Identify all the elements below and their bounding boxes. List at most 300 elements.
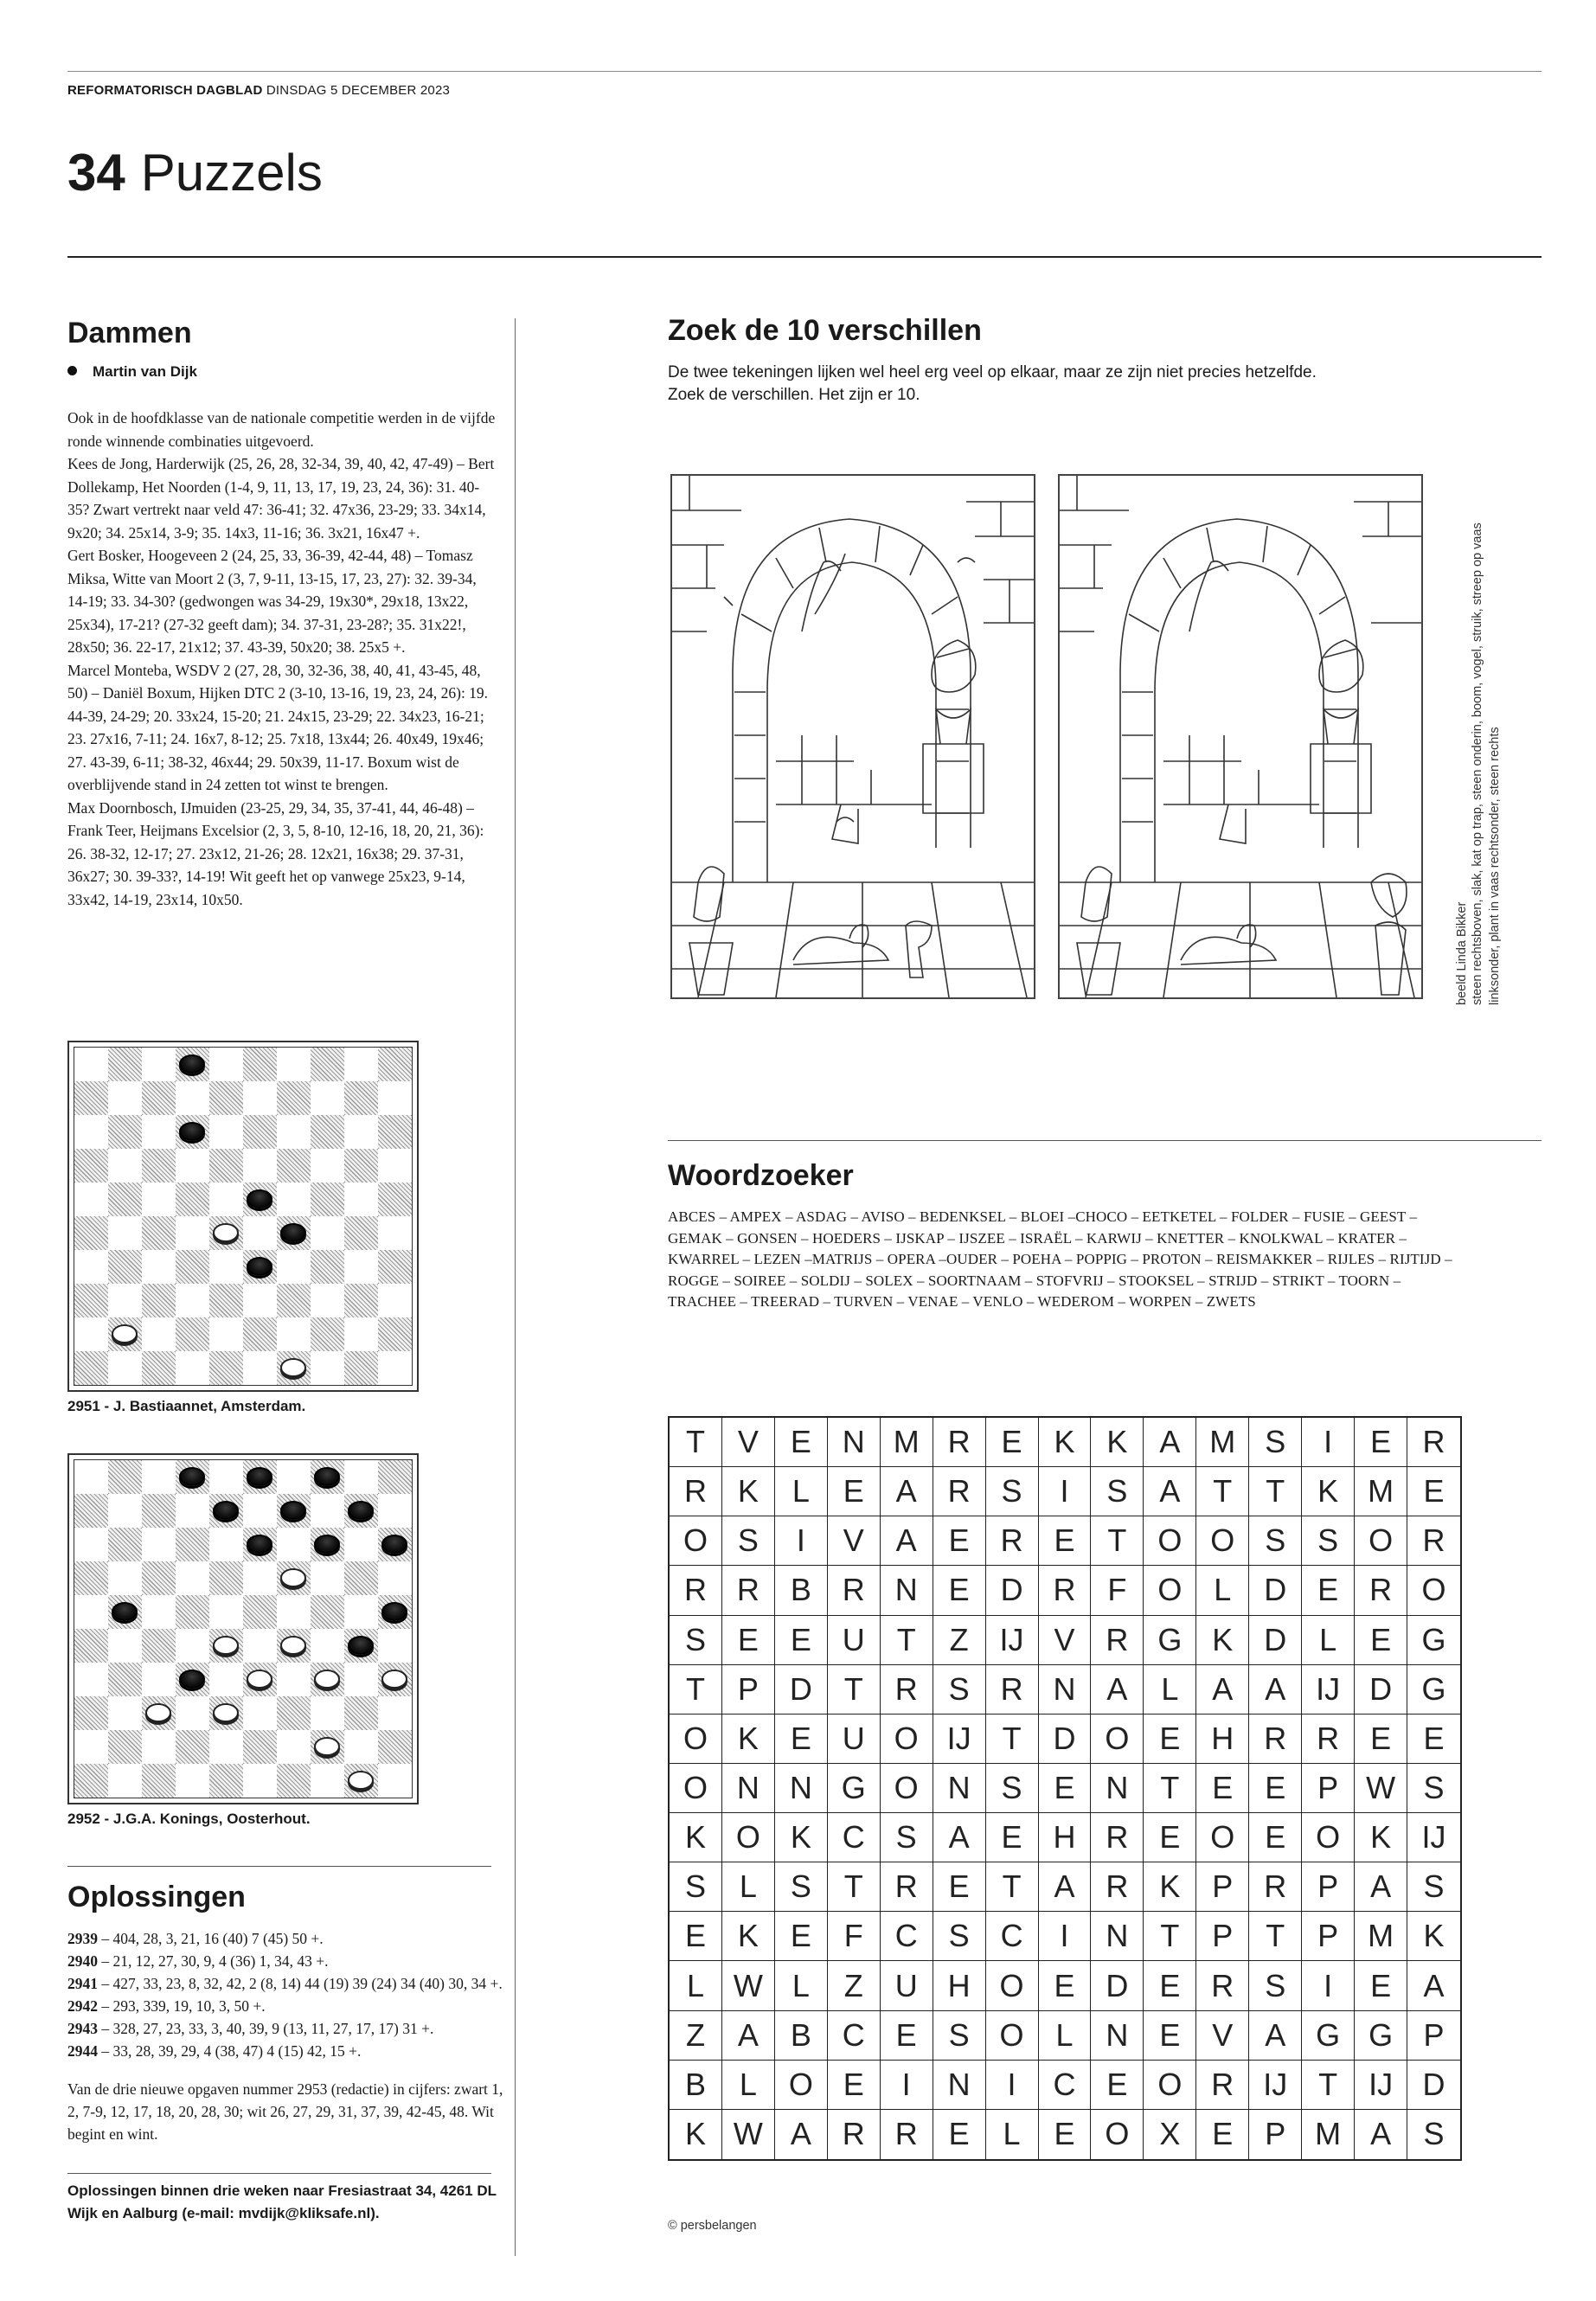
grid-cell: P xyxy=(1302,1862,1355,1912)
grid-cell: S xyxy=(670,1616,722,1665)
grid-cell: I xyxy=(986,2061,1039,2110)
grid-cell: L xyxy=(1196,1566,1249,1615)
dark-square xyxy=(176,1663,209,1696)
grid-cell: E xyxy=(1196,2110,1249,2159)
dark-square xyxy=(74,1081,108,1115)
light-square xyxy=(243,1764,277,1798)
grid-cell: R xyxy=(1091,1813,1144,1862)
grid-cell: K xyxy=(1091,1418,1144,1467)
dark-square xyxy=(209,1081,243,1115)
oplossingen-title: Oplossingen xyxy=(67,1881,246,1913)
white-piece xyxy=(348,1771,374,1790)
light-square xyxy=(108,1284,142,1317)
dark-square xyxy=(311,1115,344,1149)
grid-cell: A xyxy=(775,2110,828,2159)
grid-cell: O xyxy=(1091,1715,1144,1764)
draughts-board-2952 xyxy=(67,1453,419,1804)
dark-square xyxy=(108,1183,142,1216)
light-square xyxy=(378,1764,412,1798)
grid-cell: T xyxy=(670,1665,722,1715)
light-square xyxy=(108,1764,142,1798)
grid-cell: G xyxy=(1302,2011,1355,2061)
grid-cell: E xyxy=(775,1418,828,1467)
light-square xyxy=(277,1595,311,1629)
grid-cell: E xyxy=(1249,1764,1302,1813)
grid-cell: K xyxy=(775,1813,828,1862)
grid-cell: S xyxy=(1302,1516,1355,1566)
white-piece xyxy=(314,1670,340,1689)
light-square xyxy=(243,1351,277,1385)
solution-number: 2939 xyxy=(67,1930,98,1947)
dark-square xyxy=(74,1629,108,1663)
grid-cell: O xyxy=(670,1516,722,1566)
light-square xyxy=(142,1460,176,1494)
grid-cell: L xyxy=(1302,1616,1355,1665)
grid-cell: M xyxy=(1302,2110,1355,2159)
grid-cell: P xyxy=(1249,2110,1302,2159)
grid-cell: C xyxy=(986,1912,1039,1961)
grid-cell: E xyxy=(1355,1961,1407,2010)
light-square xyxy=(74,1663,108,1696)
light-square xyxy=(108,1081,142,1115)
light-square xyxy=(209,1317,243,1351)
dark-square xyxy=(74,1216,108,1250)
dark-square xyxy=(209,1561,243,1595)
light-square xyxy=(344,1663,378,1696)
grid-cell: R xyxy=(933,1418,986,1467)
grid-cell: R xyxy=(1196,2061,1249,2110)
black-piece xyxy=(348,1501,374,1520)
light-square xyxy=(277,1317,311,1351)
grid-cell: P xyxy=(1302,1764,1355,1813)
grid-cell: N xyxy=(828,1418,881,1467)
dark-square xyxy=(209,1351,243,1385)
grid-cell: E xyxy=(933,1862,986,1912)
dark-square xyxy=(277,1561,311,1595)
grid-cell: L xyxy=(775,1467,828,1516)
grid-cell: A xyxy=(1249,1665,1302,1715)
grid-cell: IJ xyxy=(986,1616,1039,1665)
grid-cell: S xyxy=(986,1467,1039,1516)
dark-square xyxy=(142,1696,176,1730)
grid-cell: T xyxy=(670,1418,722,1467)
light-square xyxy=(378,1216,412,1250)
grid-cell: A xyxy=(1249,2011,1302,2061)
grid-cell: S xyxy=(933,2011,986,2061)
dark-square xyxy=(209,1494,243,1528)
dark-square xyxy=(243,1730,277,1764)
grid-cell: M xyxy=(881,1418,933,1467)
dark-square xyxy=(209,1696,243,1730)
grid-cell: R xyxy=(881,1862,933,1912)
light-square xyxy=(74,1115,108,1149)
black-piece xyxy=(179,1670,205,1689)
grid-cell: V xyxy=(1039,1616,1092,1665)
grid-cell: N xyxy=(1091,1764,1144,1813)
grid-cell: T xyxy=(1302,2061,1355,2110)
grid-cell: R xyxy=(986,1516,1039,1566)
dark-square xyxy=(108,1115,142,1149)
grid-cell: E xyxy=(1355,1616,1407,1665)
light-square xyxy=(74,1595,108,1629)
black-piece xyxy=(348,1636,374,1655)
grid-cell: E xyxy=(1144,2011,1196,2061)
dark-square xyxy=(209,1149,243,1183)
section-name: Puzzels xyxy=(140,144,323,202)
grid-cell: B xyxy=(775,2011,828,2061)
grid-cell: T xyxy=(1249,1912,1302,1961)
dark-square xyxy=(344,1561,378,1595)
light-square xyxy=(74,1730,108,1764)
dark-square xyxy=(277,1081,311,1115)
grid-cell: I xyxy=(1302,1418,1355,1467)
grid-cell: R xyxy=(1196,1961,1249,2010)
light-square xyxy=(311,1629,344,1663)
solution-moves: – 21, 12, 27, 30, 9, 4 (36) 1, 34, 43 +. xyxy=(98,1952,329,1970)
dark-square xyxy=(311,1317,344,1351)
grid-cell: F xyxy=(1091,1566,1144,1615)
dark-square xyxy=(176,1460,209,1494)
new-problem-text: Van de drie nieuwe opgaven nummer 2953 (redactie) in cijfers: zwart 1, 2, 7-9, 12, 17, 18, 20, 28, 30; wit 26, 27, 29, 31, 37, 39, 42-45, 48. Wit begint en wint. xyxy=(67,2080,503,2143)
grid-cell: S xyxy=(1249,1418,1302,1467)
solution-number: 2943 xyxy=(67,2020,98,2037)
paper-name: REFORMATORISCH DAGBLAD xyxy=(67,83,263,98)
light-square xyxy=(311,1696,344,1730)
grid-cell: S xyxy=(1423,2116,1445,2152)
grid-cell: B xyxy=(775,1566,828,1615)
light-square xyxy=(277,1663,311,1696)
grid-cell: A xyxy=(722,2011,775,2061)
dark-square xyxy=(243,1183,277,1216)
grid-cell: E xyxy=(1407,1467,1460,1516)
grid-cell: D xyxy=(1249,1566,1302,1615)
grid-cell: O xyxy=(1196,1813,1249,1862)
dark-square xyxy=(277,1284,311,1317)
grid-cell: E xyxy=(670,1912,722,1961)
dark-square xyxy=(142,1149,176,1183)
grid-cell: IJ xyxy=(1249,2061,1302,2110)
light-square xyxy=(142,1663,176,1696)
grid-cell: O xyxy=(986,2011,1039,2061)
grid-cell: A xyxy=(881,1467,933,1516)
grid-cell: K xyxy=(1196,1616,1249,1665)
differences-answers-2: linksonder, plant in vaas rechtsonder, steen rechts xyxy=(1488,727,1502,1005)
light-square xyxy=(311,1764,344,1798)
grid-cell: E xyxy=(775,1616,828,1665)
black-piece xyxy=(314,1535,340,1554)
grid-cell: Z xyxy=(933,1616,986,1665)
dark-square xyxy=(243,1317,277,1351)
grid-cell: A xyxy=(1196,1665,1249,1715)
grid-cell: L xyxy=(986,2110,1039,2159)
grid-cell: A xyxy=(1407,1961,1460,2010)
grid-cell: E xyxy=(1407,1715,1460,1764)
light-square xyxy=(243,1216,277,1250)
solution-moves: – 427, 33, 23, 8, 32, 42, 2 (8, 14) 44 (19) 39 (24) 34 (40) 30, 34 +. xyxy=(98,1975,503,1992)
grid-cell: K xyxy=(1355,1813,1407,1862)
dark-square xyxy=(176,1115,209,1149)
dark-square xyxy=(142,1494,176,1528)
light-square xyxy=(209,1528,243,1561)
light-square xyxy=(311,1149,344,1183)
grid-cell: R xyxy=(1091,1862,1144,1912)
grid-cell: E xyxy=(933,2110,986,2159)
grid-cell: E xyxy=(1355,1418,1407,1467)
grid-cell: C xyxy=(1039,2061,1092,2110)
light-square xyxy=(142,1115,176,1149)
grid-cell: T xyxy=(1144,1912,1196,1961)
light-square xyxy=(243,1284,277,1317)
grid-cell: M xyxy=(1355,1912,1407,1961)
dark-square xyxy=(74,1696,108,1730)
grid-cell: A xyxy=(1144,1467,1196,1516)
grid-cell: O xyxy=(881,1715,933,1764)
white-piece xyxy=(381,1670,407,1689)
grid-cell: IJ xyxy=(1355,2061,1407,2110)
grid-cell: K xyxy=(1144,1862,1196,1912)
grid-cell: P xyxy=(722,1665,775,1715)
grid-cell: D xyxy=(775,1665,828,1715)
dark-square xyxy=(74,1561,108,1595)
grid-cell: W xyxy=(722,1961,775,2010)
grid-cell: G xyxy=(1407,1665,1460,1715)
dark-square xyxy=(74,1764,108,1798)
grid-cell: D xyxy=(986,1566,1039,1615)
grid-cell: S xyxy=(670,1862,722,1912)
grid-cell: R xyxy=(881,2110,933,2159)
grid-cell: E xyxy=(1355,1715,1407,1764)
light-square xyxy=(344,1115,378,1149)
grid-cell: E xyxy=(881,2011,933,2061)
light-square xyxy=(142,1048,176,1081)
white-piece xyxy=(213,1223,239,1242)
grid-cell: U xyxy=(881,1961,933,2010)
grid-cell: N xyxy=(1091,2011,1144,2061)
grid-cell: O xyxy=(1091,2110,1144,2159)
grid-cell: S xyxy=(881,1813,933,1862)
dark-square xyxy=(277,1216,311,1250)
light-square xyxy=(176,1284,209,1317)
dark-square xyxy=(311,1460,344,1494)
dark-square xyxy=(176,1528,209,1561)
light-square xyxy=(344,1250,378,1284)
grid-cell: T xyxy=(986,1715,1039,1764)
light-square xyxy=(142,1528,176,1561)
light-square xyxy=(311,1494,344,1528)
grid-cell: O xyxy=(775,2061,828,2110)
dark-square xyxy=(378,1528,412,1561)
dark-square xyxy=(142,1081,176,1115)
dark-square xyxy=(344,1149,378,1183)
grid-cell: N xyxy=(1091,1912,1144,1961)
dark-square xyxy=(108,1048,142,1081)
dark-square xyxy=(74,1149,108,1183)
dark-square xyxy=(108,1460,142,1494)
dark-square xyxy=(142,1629,176,1663)
dark-square xyxy=(344,1696,378,1730)
white-piece xyxy=(247,1670,272,1689)
archway-drawing-icon xyxy=(1060,476,1421,997)
dark-square xyxy=(108,1250,142,1284)
dark-square xyxy=(142,1561,176,1595)
dark-square xyxy=(311,1595,344,1629)
light-square xyxy=(142,1317,176,1351)
light-square xyxy=(176,1081,209,1115)
light-square xyxy=(277,1183,311,1216)
dark-square xyxy=(108,1317,142,1351)
grid-cell: A xyxy=(1355,1862,1407,1912)
grid-cell: R xyxy=(1091,1616,1144,1665)
dark-square xyxy=(378,1250,412,1284)
grid-cell: O xyxy=(1407,1566,1460,1615)
light-square xyxy=(378,1081,412,1115)
grid-cell: T xyxy=(1091,1516,1144,1566)
solution-line xyxy=(67,2017,504,2040)
dark-square xyxy=(243,1528,277,1561)
dark-square xyxy=(311,1250,344,1284)
dark-square xyxy=(142,1764,176,1798)
dark-square xyxy=(344,1764,378,1798)
grid-cell: E xyxy=(775,1912,828,1961)
black-piece xyxy=(112,1602,138,1621)
light-square xyxy=(378,1494,412,1528)
dammen-article: Ook in de hoofdklasse van de nationale competitie werden in de vijfde ronde winnende combinaties uitgevoerd. Kees de Jong, Harderwijk (25, 26, 28, 32-34, 39, 40, 42, 47-49) – Bert Dollekamp, Het Noorden (1-4, 9, 11, 13, 17, 19, 23, 24, 36): 31. 40-35? Zwart vertrekt naar veld 47: 36-41; 32. 47x36, 23-29; 33. 34x14, 9x20; 34. 25x14, 3-9; 35. 14x3, 11-16; 36. 3x21, 16x47 +. Gert Bosker, Hoogeveen 2 (24, 25, 33, 36-39, 42-44, 48) – Tomasz Miksa, Witte van Moort 2 (3, 7, 9-11, 13-15, 17, 23, 27): 32. 39-34, 14-19; 33. 34-30? (gedwongen was 34-29, 19x30*, 29x18, 13x22, 25x34), 17-21? (27-32 geeft dam); 34. 37-31, 23-28?; 35. 31x22!, 28x50; 36. 22-17, 21x12; 37. 43-39, 50x20; 38. 25x5 +. Marcel Monteba, WSDV 2 (27, 28, 30, 32-36, 38, 40, 41, 43-45, 48, 50) – Daniël Boxum, Hijken DTC 2 (3-10, 13-16, 19, 23, 24, 26): 19. 44-39, 24-29; 20. 33x24, 15-20; 21. 24x15, 23-29; 22. 34x23, 16-21; 23. 27x16, 7-11; 24. 16x7, 8-12; 25. 7x18, 13x44; 26. 40x49, 19x46; 27. 43-39, 6-11; 38-32, 46x44; 29. 50x39, 11-17. Boxum wist de overblijvende stand in 24 zetten tot winst te brengen. Max Doornbosch, IJmuiden (23-25, 29, 34, 35, 37-41, 44, 46-48) – Frank Teer, Heijmans Excelsior (2, 3, 5, 8-10, 12-16, 18, 20, 21, 36): 26. 38-32, 12-17; 27. 23x12, 21-26; 28. 12x21, 16x38; 29. 37-31, 36x27; 30. 39-33?, 14-19! Wit geeft het op vanwege 25x23, 9-14, 33x42, 14-19, 23x14, 10x50. xyxy=(67,409,496,908)
grid-cell: I xyxy=(1039,1467,1092,1516)
light-square xyxy=(176,1696,209,1730)
light-square xyxy=(344,1460,378,1494)
grid-cell: Z xyxy=(670,2011,722,2061)
light-square xyxy=(74,1048,108,1081)
dark-square xyxy=(108,1528,142,1561)
grid-cell: L xyxy=(722,1862,775,1912)
light-square xyxy=(378,1696,412,1730)
white-piece xyxy=(213,1703,239,1722)
grid-cell: N xyxy=(775,1764,828,1813)
grid-cell: R xyxy=(881,1665,933,1715)
grid-cell: E xyxy=(828,2061,881,2110)
top-rule xyxy=(67,71,1542,72)
word-list: ABCES – AMPEX – ASDAG – AVISO – BEDENKSEL – BLOEI –CHOCO – EETKETEL – FOLDER – FUSIE – GEEST – GEMAK – GONSEN – HOEDERS – IJSKAP – IJSZEE – ISRAËL – KARWIJ – KNETTER – KNOLKWAL – KRATER – KWARREL – LEZEN –MATRIJS – OPERA –OUDER – POEHA – POPPIG – PROTON – REISMAKKER – RIJLES – RIJTIJD – ROGGE – SOIREE – SOLDIJ – SOLEX – SOORTNAAM – STOFVRIJ – STOOKSEL – STRIJD – STRIKT – TOORN – TRACHEE – TREERAD – TURVEN – VENAE – VENLO – WEDEROM – WORPEN – ZWETS xyxy=(668,1208,1452,1310)
grid-cell: K xyxy=(1407,1912,1460,1961)
grid-cell: R xyxy=(1355,1566,1407,1615)
white-piece xyxy=(280,1568,306,1587)
dark-square xyxy=(176,1048,209,1081)
grid-cell: O xyxy=(1144,1566,1196,1615)
grid-cell: E xyxy=(1144,1715,1196,1764)
light-square xyxy=(108,1629,142,1663)
dark-square xyxy=(176,1250,209,1284)
grid-cell: O xyxy=(722,1813,775,1862)
archway-drawing-icon xyxy=(672,476,1034,997)
grid-cell: E xyxy=(1144,1961,1196,2010)
black-piece xyxy=(280,1501,306,1520)
author-name: Martin van Dijk xyxy=(93,363,197,380)
grid-cell: D xyxy=(1249,1616,1302,1665)
light-square xyxy=(74,1250,108,1284)
grid-cell: W xyxy=(1355,1764,1407,1813)
grid-cell: IJ xyxy=(933,1715,986,1764)
light-square xyxy=(344,1317,378,1351)
grid-cell: O xyxy=(1144,1516,1196,1566)
grid-cell: R xyxy=(1249,1862,1302,1912)
grid-cell: O xyxy=(670,1715,722,1764)
light-square xyxy=(176,1629,209,1663)
light-square xyxy=(142,1595,176,1629)
light-square xyxy=(108,1696,142,1730)
grid-cell: E xyxy=(1039,1764,1092,1813)
dark-square xyxy=(243,1048,277,1081)
grid-cell: S xyxy=(1249,1961,1302,2010)
light-square xyxy=(277,1460,311,1494)
grid-cell: S xyxy=(986,1764,1039,1813)
solution-number: 2944 xyxy=(67,2042,98,2060)
grid-cell: N xyxy=(933,2061,986,2110)
grid-cell: O xyxy=(1302,1813,1355,1862)
grid-cell: S xyxy=(775,1862,828,1912)
dark-square xyxy=(108,1663,142,1696)
solution-moves: – 33, 28, 39, 29, 4 (38, 47) 4 (15) 42, 15 +. xyxy=(98,2042,362,2060)
board-grid xyxy=(74,1459,413,1798)
grid-cell: E xyxy=(775,1715,828,1764)
grid-cell: T xyxy=(1196,1467,1249,1516)
light-square xyxy=(311,1216,344,1250)
dark-square xyxy=(243,1250,277,1284)
light-square xyxy=(209,1115,243,1149)
light-square xyxy=(243,1561,277,1595)
dark-square xyxy=(209,1764,243,1798)
light-square xyxy=(176,1764,209,1798)
solution-line xyxy=(67,2040,504,2062)
solution-number: 2942 xyxy=(67,1997,98,2015)
light-square xyxy=(243,1494,277,1528)
grid-cell: N xyxy=(722,1764,775,1813)
grid-cell: E xyxy=(1039,1961,1092,2010)
dark-square xyxy=(142,1216,176,1250)
light-square xyxy=(378,1629,412,1663)
grid-cell: A xyxy=(1091,1665,1144,1715)
white-piece xyxy=(112,1324,138,1343)
light-square xyxy=(344,1730,378,1764)
grid-cell: E xyxy=(1196,1764,1249,1813)
oplossingen-text xyxy=(67,1927,504,2145)
light-square xyxy=(344,1528,378,1561)
woordzoeker-rule xyxy=(668,1140,1542,1141)
bullet-icon xyxy=(67,366,77,375)
grid-cell: S xyxy=(1091,1467,1144,1516)
grid-cell: G xyxy=(828,1764,881,1813)
dark-square xyxy=(108,1595,142,1629)
grid-cell: E xyxy=(1091,2061,1144,2110)
light-square xyxy=(277,1115,311,1149)
solution-line xyxy=(67,1927,504,1950)
grid-cell: Z xyxy=(828,1961,881,2010)
grid-cell: K xyxy=(722,1467,775,1516)
grid-cell: U xyxy=(828,1616,881,1665)
grid-cell: D xyxy=(1407,2061,1460,2110)
grid-cell: K xyxy=(1039,1418,1092,1467)
grid-cell: R xyxy=(986,1665,1039,1715)
light-square xyxy=(108,1561,142,1595)
light-square xyxy=(209,1048,243,1081)
grid-cell: A xyxy=(1355,2110,1407,2159)
black-piece xyxy=(381,1535,407,1554)
submission-address: Oplossingen binnen drie weken naar Fresiastraat 34, 4261 DL Wijk en Aalburg (e-mail: mvdijk@kliksafe.nl). xyxy=(67,2182,497,2221)
dark-square xyxy=(243,1595,277,1629)
oplossingen-rule xyxy=(67,1866,491,1867)
black-piece xyxy=(179,1054,205,1074)
black-piece xyxy=(280,1223,306,1242)
zoek-intro: De twee tekeningen lijken wel heel erg veel op elkaar, maar ze zijn niet precies hetzelfde. Zoek de verschillen. Het zijn er 10. xyxy=(668,363,1317,404)
